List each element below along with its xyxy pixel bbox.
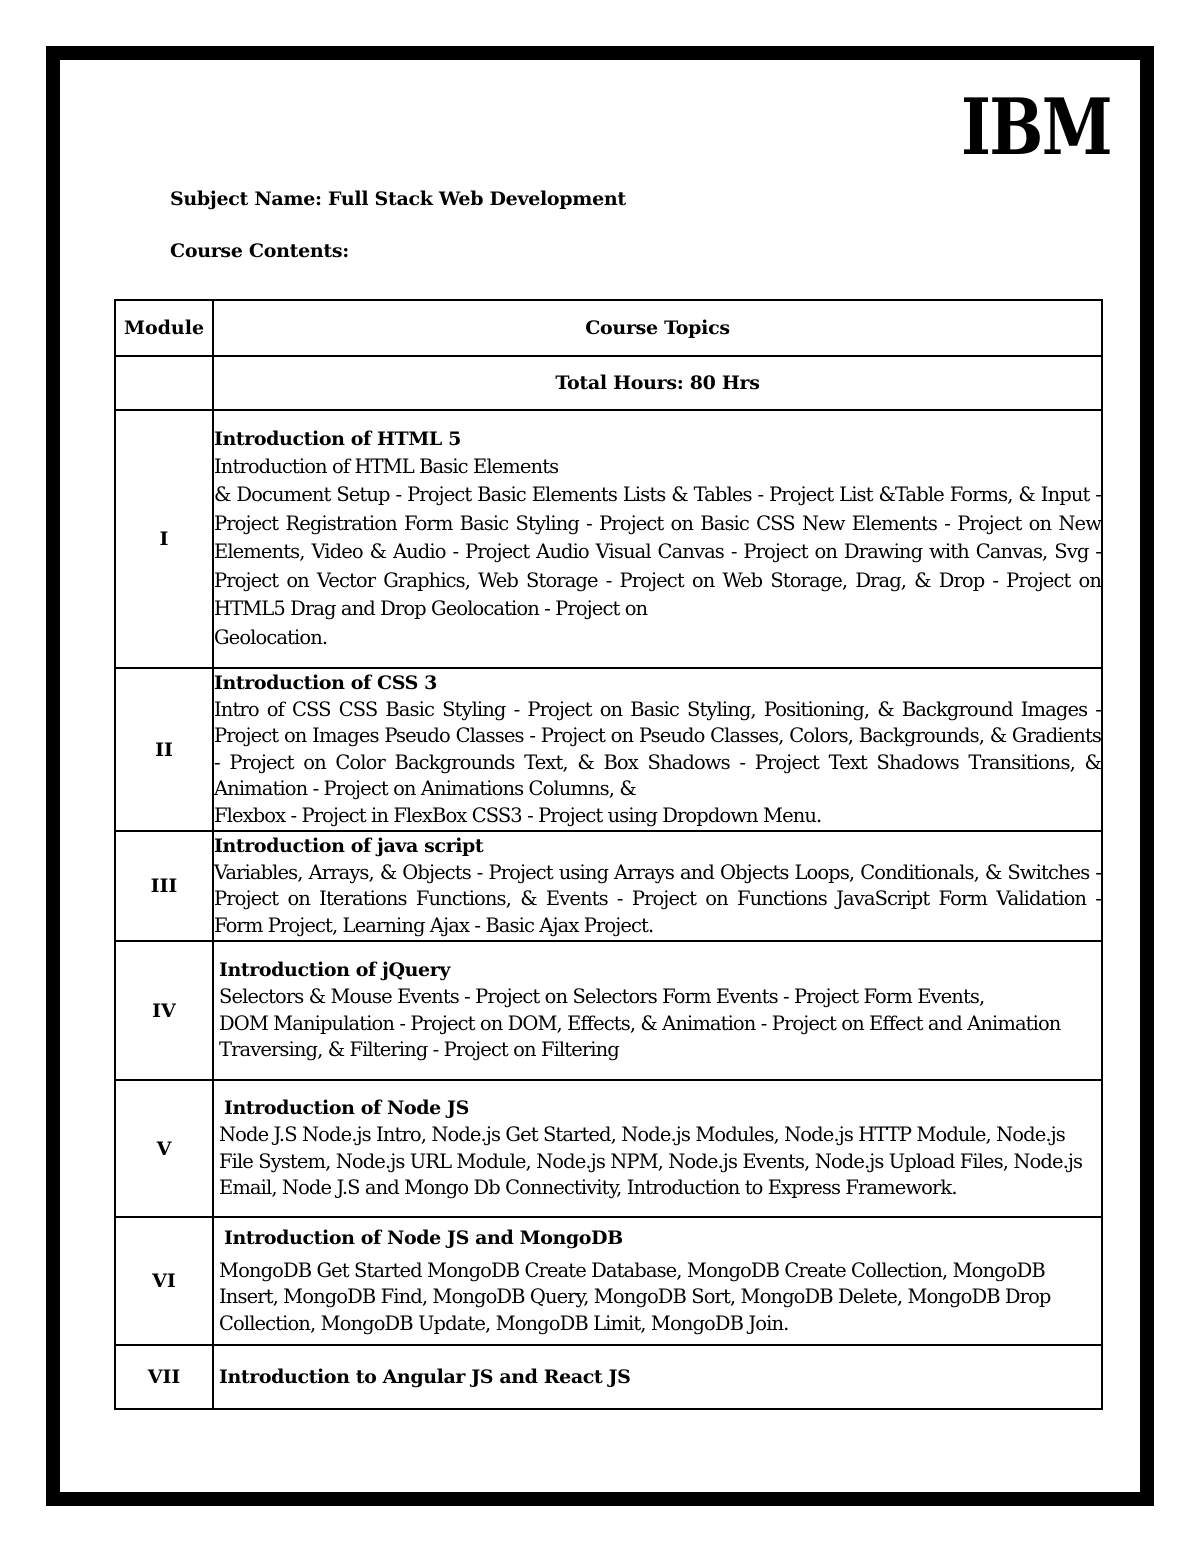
module-title: Introduction of Node JS and MongoDB: [224, 1226, 623, 1249]
table-row: [115, 1080, 1102, 1217]
topic-line: Selectors & Mouse Events - Project on Selectors Form Events - Project Form Events,: [219, 985, 985, 1009]
module-number: IV: [115, 941, 213, 1080]
module-number: II: [115, 668, 213, 831]
topic-line: Variables, Arrays, & Objects - Project using Arrays and Objects Loops, Conditionals, & Switches - Project on Iterations Functions, & Events - Project on Functions JavaScript Form Validation - Form Project, Learning Ajax - Basic Ajax Project.: [214, 860, 1101, 937]
module-topics: [213, 1080, 1102, 1217]
table-row: [115, 1345, 1102, 1409]
topic-line: MongoDB Get Started MongoDB Create Database, MongoDB Create Collection, MongoDB Insert, MongoDB Find, MongoDB Query, MongoDB Sort, MongoDB Delete, MongoDB Drop Collection, MongoDB Update, MongoDB Limit, MongoDB Join.: [219, 1258, 1051, 1335]
module-title: Introduction to Angular JS and React JS: [219, 1365, 631, 1388]
table-row: [115, 410, 1102, 668]
module-topics: [213, 941, 1102, 1080]
module-number: VII: [115, 1345, 213, 1409]
module-topics: [213, 831, 1102, 941]
topics-column-header: Course Topics: [213, 300, 1102, 356]
module-column-header: Module: [115, 300, 213, 356]
table-row: [115, 668, 1102, 831]
topic-line: Node J.S Node.js Intro, Node.js Get Started, Node.js Modules, Node.js HTTP Module, Node.js File System, Node.js URL Module, Node.js NPM, Node.js Events, Node.js Upload Files, Node.js Email, Node J.S and Mongo Db Connectivity, Introduction to Express Framework.: [219, 1123, 1083, 1200]
total-hours: Total Hours: 80 Hrs: [213, 356, 1102, 410]
table-row: [115, 1217, 1102, 1345]
module-number: III: [115, 831, 213, 941]
topic-line: DOM Manipulation - Project on DOM, Effects, & Animation - Project on Effect and Animation Traversing, & Filtering - Project on Filtering: [219, 1011, 1061, 1062]
ibm-logo: [960, 82, 1112, 173]
table-header-row: [115, 300, 1102, 356]
module-topics: [213, 410, 1102, 668]
topic-line: Introduction of HTML Basic Elements: [214, 454, 559, 478]
module-title: Introduction of HTML 5: [214, 427, 461, 450]
module-title: Introduction of jQuery: [219, 959, 450, 982]
module-number: I: [115, 410, 213, 668]
course-contents-label: Course Contents:: [170, 240, 349, 262]
topic-line: Geolocation.: [214, 625, 328, 649]
total-hours-module-cell: [115, 356, 213, 410]
table-row: [115, 941, 1102, 1080]
topic-line: Intro of CSS CSS Basic Styling - Project on Basic Styling, Positioning, & Background Images - Project on Images Pseudo Classes - Project on Pseudo Classes, Colors, Backgrounds, & Gradients - Project on Color Backgrounds Text, & Box Shadows - Project Text Shadows Transitions, & Animation - Project on Animations Columns, &: [214, 697, 1101, 801]
topic-line: & Document Setup - Project Basic Elements Lists & Tables - Project List &Table Forms, & Input - Project Registration Form Basic Styling - Project on Basic CSS New Elements - Project on New Elements, Video & Audio - Project Audio Visual Canvas - Project on Drawing with Canvas, Svg - Project on Vector Graphics, Web Storage - Project on Web Storage, Drag, & Drop - Project on HTML5 Drag and Drop Geolocation - Project on: [214, 483, 1101, 621]
module-topics: [213, 1217, 1102, 1345]
subject-name: Subject Name: Full Stack Web Development: [170, 188, 626, 210]
total-hours-row: [115, 356, 1102, 410]
course-table: [114, 299, 1103, 1410]
ibm-logo-text: IBM: [961, 82, 1111, 173]
module-title: Introduction of CSS 3: [214, 671, 437, 694]
module-title: Introduction of Node JS: [224, 1097, 469, 1120]
module-number: VI: [115, 1217, 213, 1345]
module-number: V: [115, 1080, 213, 1217]
module-topics: [213, 668, 1102, 831]
module-topics: [213, 1345, 1102, 1409]
module-title: Introduction of java script: [214, 834, 484, 857]
topic-line: Flexbox - Project in FlexBox CSS3 - Project using Dropdown Menu.: [214, 803, 822, 827]
table-row: [115, 831, 1102, 941]
